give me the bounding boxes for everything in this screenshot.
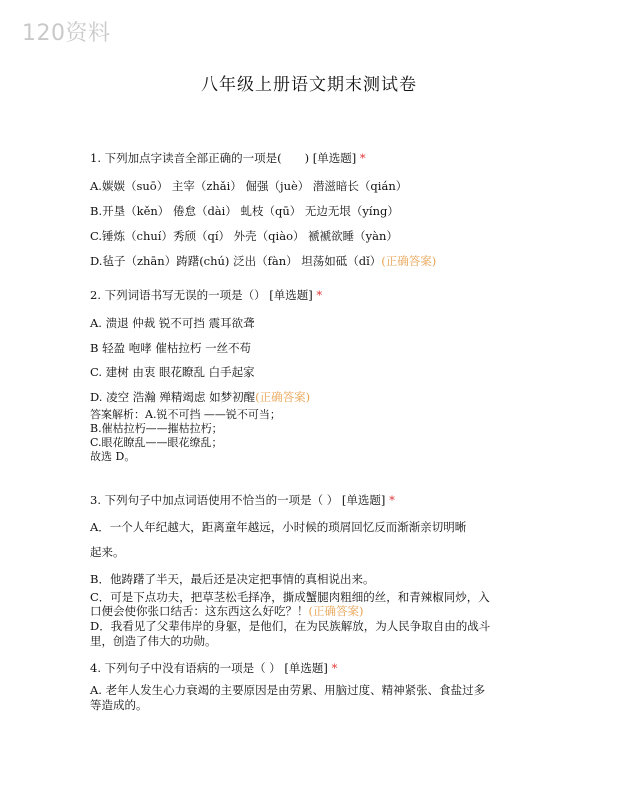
question-2-stem: [90, 287, 322, 303]
question-1-option-b[interactable]: B.开垦（kěn） 倦怠（dài） 虬枝（qū） 无边无垠（yíng）: [90, 204, 399, 218]
question-1-option-c[interactable]: C.锤炼（chuí）秀颀（qí） 外壳（qiào） 褫褫欲睡（yàn）: [90, 229, 398, 243]
question-4-option-a[interactable]: A. 老年人发生心力衰竭的主要原因是由劳累、用脑过度、精神紧张、食盐过多: [90, 683, 486, 697]
explanation-line: C.眼花瞭乱——眼花缭乱；: [90, 436, 223, 449]
watermark: 120资料: [22, 21, 111, 46]
question-1-option-d[interactable]: [90, 253, 436, 269]
question-4-stem: [90, 660, 337, 676]
question-4-option-a-cont: 等造成的。: [90, 698, 148, 712]
correct-answer-tag: (正确答案): [255, 390, 311, 404]
question-3-option-a-cont: 起来。: [90, 545, 125, 559]
required-mark: *: [331, 661, 338, 675]
question-3-option-c-cont: [90, 603, 363, 619]
question-1-stem: [90, 150, 366, 166]
question-3-option-c[interactable]: C．可是下点功夫，把草茎松毛择净，撕成蟹腿肉粗细的丝，和青辣椒同炒，入: [90, 590, 490, 604]
question-3-option-d-cont: 里，创造了伟大的功勋。: [90, 634, 217, 648]
explanation-line: 答案解析：A.锐不可挡 ——锐不可当；: [90, 408, 281, 421]
explanation-line: B.催枯拉朽——摧枯拉朽；: [90, 422, 223, 435]
option-text: D. 凌空 浩瀚 殚精竭虑 如梦初醒: [90, 390, 256, 404]
question-2-explanation: [90, 408, 281, 464]
question-3-option-d[interactable]: D．我看见了父辈伟岸的身躯，是他们，在为民族解放，为人民争取自由的战斗: [90, 619, 491, 633]
option-text: 口便会使你张口结舌：这东西这么好吃？！: [90, 604, 309, 618]
explanation-line: 故选 D。: [90, 450, 136, 463]
page-title: 八年级上册语文期末测试卷: [201, 75, 417, 95]
question-3-text: 3. 下列句子中加点词语使用不恰当的一项是（ ） [单选题]: [90, 493, 386, 507]
required-mark: *: [316, 288, 323, 302]
question-4-text: 4. 下列句子中没有语病的一项是（ ） [单选题]: [90, 661, 328, 675]
question-3-option-b[interactable]: B．他踌躇了半天，最后还是决定把事情的真相说出来。: [90, 572, 375, 586]
correct-answer-tag: (正确答案): [308, 604, 364, 618]
option-text: D.毡子（zhān）踌躇(chú) 泛出（fàn） 坦荡如砥（dǐ）: [90, 254, 382, 268]
question-2-text: 2. 下列词语书写无误的一项是（） [单选题]: [90, 288, 313, 302]
correct-answer-tag: (正确答案): [381, 254, 437, 268]
question-1-option-a[interactable]: A.㛶㛶（suō） 主宰（zhǎi） 倔强（juè） 潜滋暗长（qián）: [90, 179, 408, 193]
question-2-option-d[interactable]: [90, 389, 310, 405]
question-3-option-a[interactable]: A．一个人年纪越大，距离童年越远，小时候的琐屑回忆反而渐渐亲切明晰: [90, 520, 467, 534]
question-2-option-a[interactable]: A. 溃退 仲裁 锐不可挡 震耳欲聋: [90, 316, 255, 330]
question-2-option-c[interactable]: C. 建树 由衷 眼花瞭乱 白手起家: [90, 365, 255, 379]
required-mark: *: [389, 493, 395, 507]
question-1-text: 1. 下列加点字读音全部正确的一项是( ) [单选题]: [90, 151, 357, 165]
question-3-stem: [90, 492, 395, 508]
required-mark: *: [359, 151, 366, 165]
question-2-option-b[interactable]: B 轻盈 咆哮 催枯拉朽 一丝不苟: [90, 341, 252, 355]
